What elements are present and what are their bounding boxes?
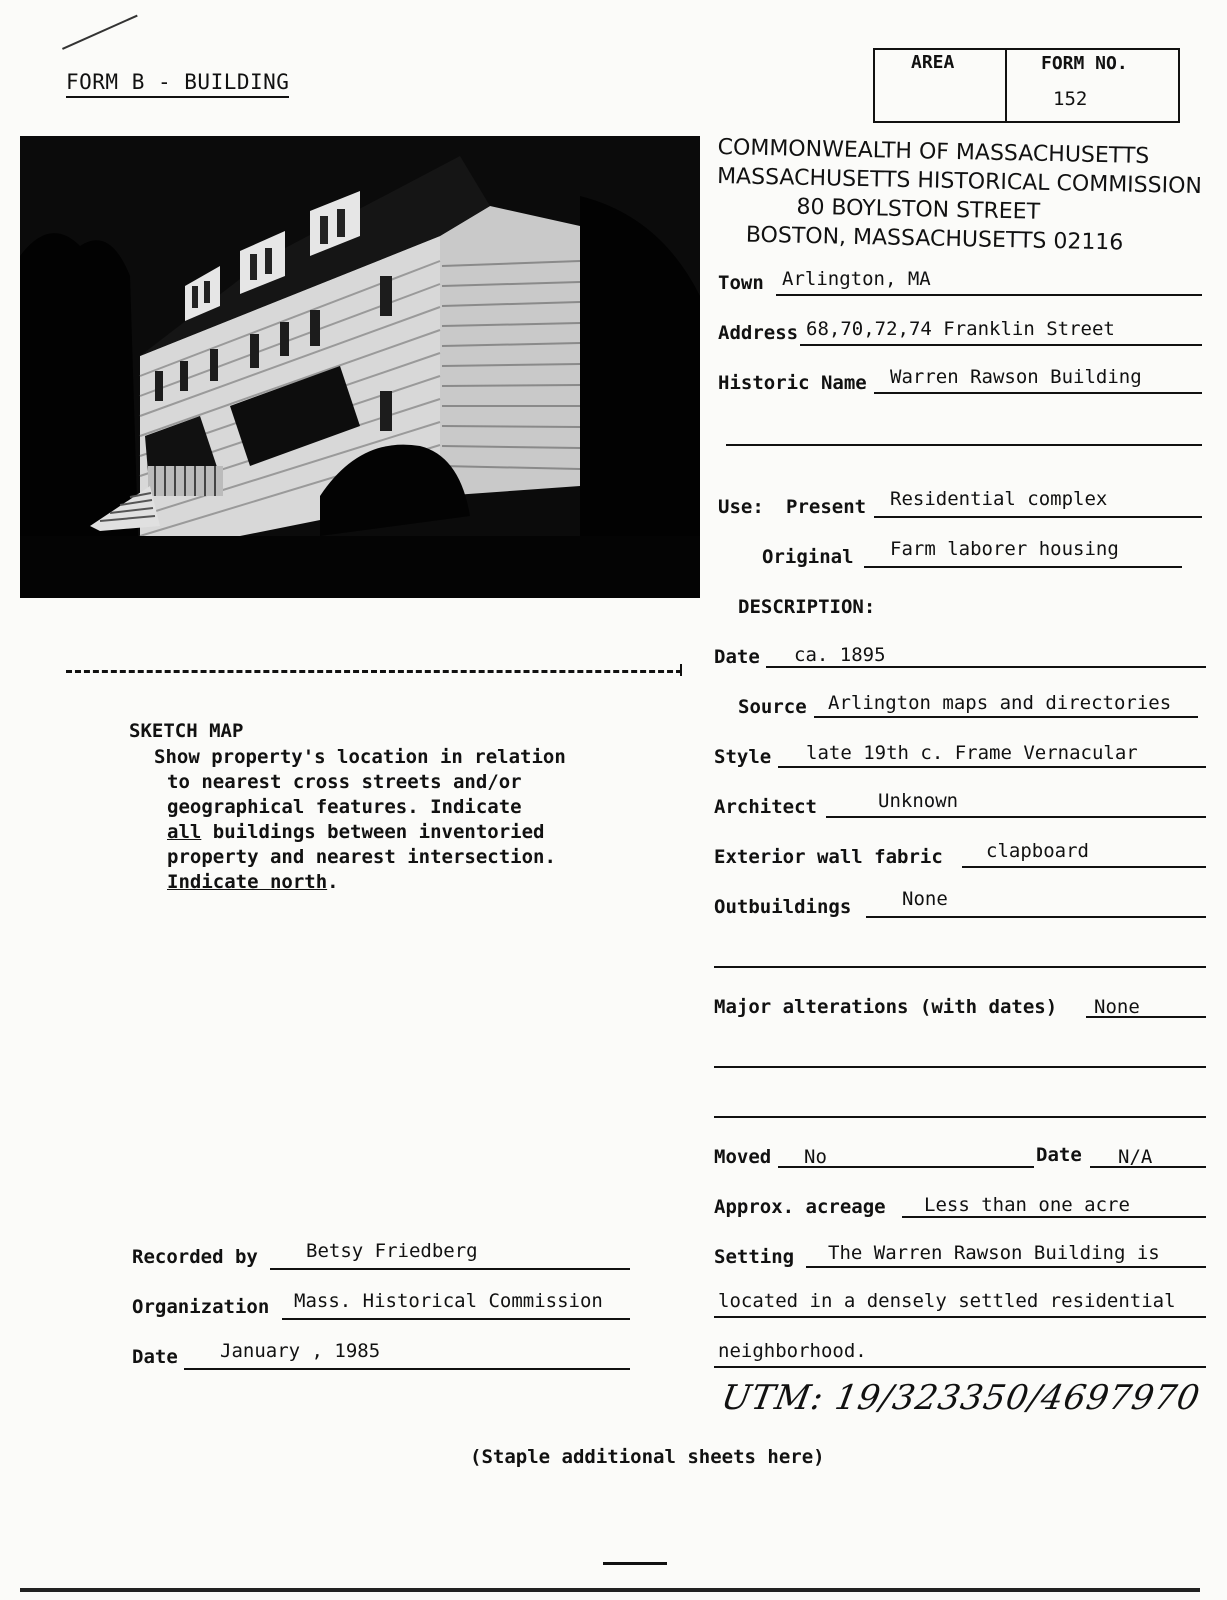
dashed-divider: [66, 670, 682, 673]
original-use-value: Farm laborer housing: [890, 538, 1119, 560]
style-label: Style: [714, 746, 772, 768]
town-label: Town: [718, 272, 764, 294]
architect-value: Unknown: [878, 790, 959, 812]
recorded-by-value: Betsy Friedberg: [306, 1240, 478, 1262]
sketch-line-6-north: Indicate north: [167, 871, 328, 893]
setting-label: Setting: [714, 1246, 795, 1268]
dashed-divider-tick: [680, 664, 682, 676]
moved-value: No: [804, 1146, 827, 1168]
building-photo-image: [20, 136, 700, 598]
moved-date-label: Date: [1036, 1144, 1082, 1166]
address-label: Address: [718, 322, 799, 344]
pen-check-mark: [62, 15, 138, 50]
use-label: Use:: [718, 496, 764, 518]
sketch-line-3: geographical features. Indicate: [167, 796, 522, 818]
sketch-line-5: property and nearest intersection.: [167, 846, 556, 868]
recorded-by-label: Recorded by: [132, 1246, 258, 1268]
form-title: FORM B - BUILDING: [66, 70, 289, 98]
setting-value-line-2: located in a densely settled residential: [718, 1290, 1176, 1312]
sketch-line-4: [154, 820, 566, 845]
commission-header: [716, 133, 1203, 259]
original-label: Original: [762, 546, 854, 568]
architect-label: Architect: [714, 796, 817, 818]
style-value: late 19th c. Frame Vernacular: [806, 742, 1138, 764]
recorder-date-value: January , 1985: [220, 1340, 381, 1362]
alterations-label: Major alterations (with dates): [714, 996, 1058, 1018]
utm-handwritten: UTM: 19/323350/4697970: [718, 1378, 1204, 1418]
sketch-line-1: Show property's location in relation: [154, 746, 566, 768]
present-use-value: Residential complex: [890, 488, 1108, 510]
commission-line-4: BOSTON, MASSACHUSETTS 02116: [745, 222, 1124, 256]
acreage-value: Less than one acre: [924, 1194, 1130, 1216]
moved-label: Moved: [714, 1146, 772, 1168]
form-no-value: 152: [1053, 88, 1088, 110]
alterations-value: None: [1094, 996, 1140, 1018]
sketch-map-title: SKETCH MAP: [129, 720, 244, 742]
staple-note: (Staple additional sheets here): [470, 1446, 825, 1468]
sketch-line-6: [154, 870, 566, 895]
building-photo: [20, 136, 700, 598]
sketch-map-instructions: [154, 745, 566, 895]
outbuildings-value: None: [902, 888, 948, 910]
date-label: Date: [714, 646, 760, 668]
date-value: ca. 1895: [794, 644, 886, 666]
exterior-label: Exterior wall fabric: [714, 846, 943, 868]
form-no-label: FORM NO.: [1041, 53, 1128, 74]
commission-line-1: COMMONWEALTH OF MASSACHUSETTS: [717, 134, 1150, 170]
exterior-value: clapboard: [986, 840, 1089, 862]
source-value: Arlington maps and directories: [828, 692, 1172, 714]
sketch-line-6-period: .: [327, 871, 339, 893]
commission-line-2: MASSACHUSETTS HISTORICAL COMMISSION: [716, 163, 1203, 200]
setting-value-line-1: The Warren Rawson Building is: [828, 1242, 1160, 1264]
acreage-label: Approx. acreage: [714, 1196, 886, 1218]
source-label: Source: [738, 696, 807, 718]
organization-label: Organization: [132, 1296, 270, 1318]
recorder-date-label: Date: [132, 1346, 178, 1368]
area-form-box: [873, 48, 1180, 123]
historic-name-label: Historic Name: [718, 372, 867, 394]
moved-date-value: N/A: [1118, 1146, 1153, 1168]
town-value: Arlington, MA: [782, 268, 931, 290]
sketch-line-4-all: all: [167, 821, 202, 843]
page-bottom-edge: [20, 1588, 1200, 1592]
commission-line-3: 80 BOYLSTON STREET: [796, 194, 1041, 225]
setting-value-line-3: neighborhood.: [718, 1340, 867, 1362]
address-value: 68,70,72,74 Franklin Street: [806, 318, 1115, 340]
sketch-line-2: to nearest cross streets and/or: [167, 771, 522, 793]
area-label: AREA: [911, 52, 955, 73]
organization-value: Mass. Historical Commission: [294, 1290, 603, 1312]
present-label: Present: [786, 496, 867, 518]
outbuildings-label: Outbuildings: [714, 896, 852, 918]
sketch-line-4-rest: buildings between inventoried: [201, 821, 545, 843]
description-label: DESCRIPTION:: [738, 596, 876, 618]
historic-name-value: Warren Rawson Building: [890, 366, 1142, 388]
bottom-mark: [603, 1562, 667, 1565]
